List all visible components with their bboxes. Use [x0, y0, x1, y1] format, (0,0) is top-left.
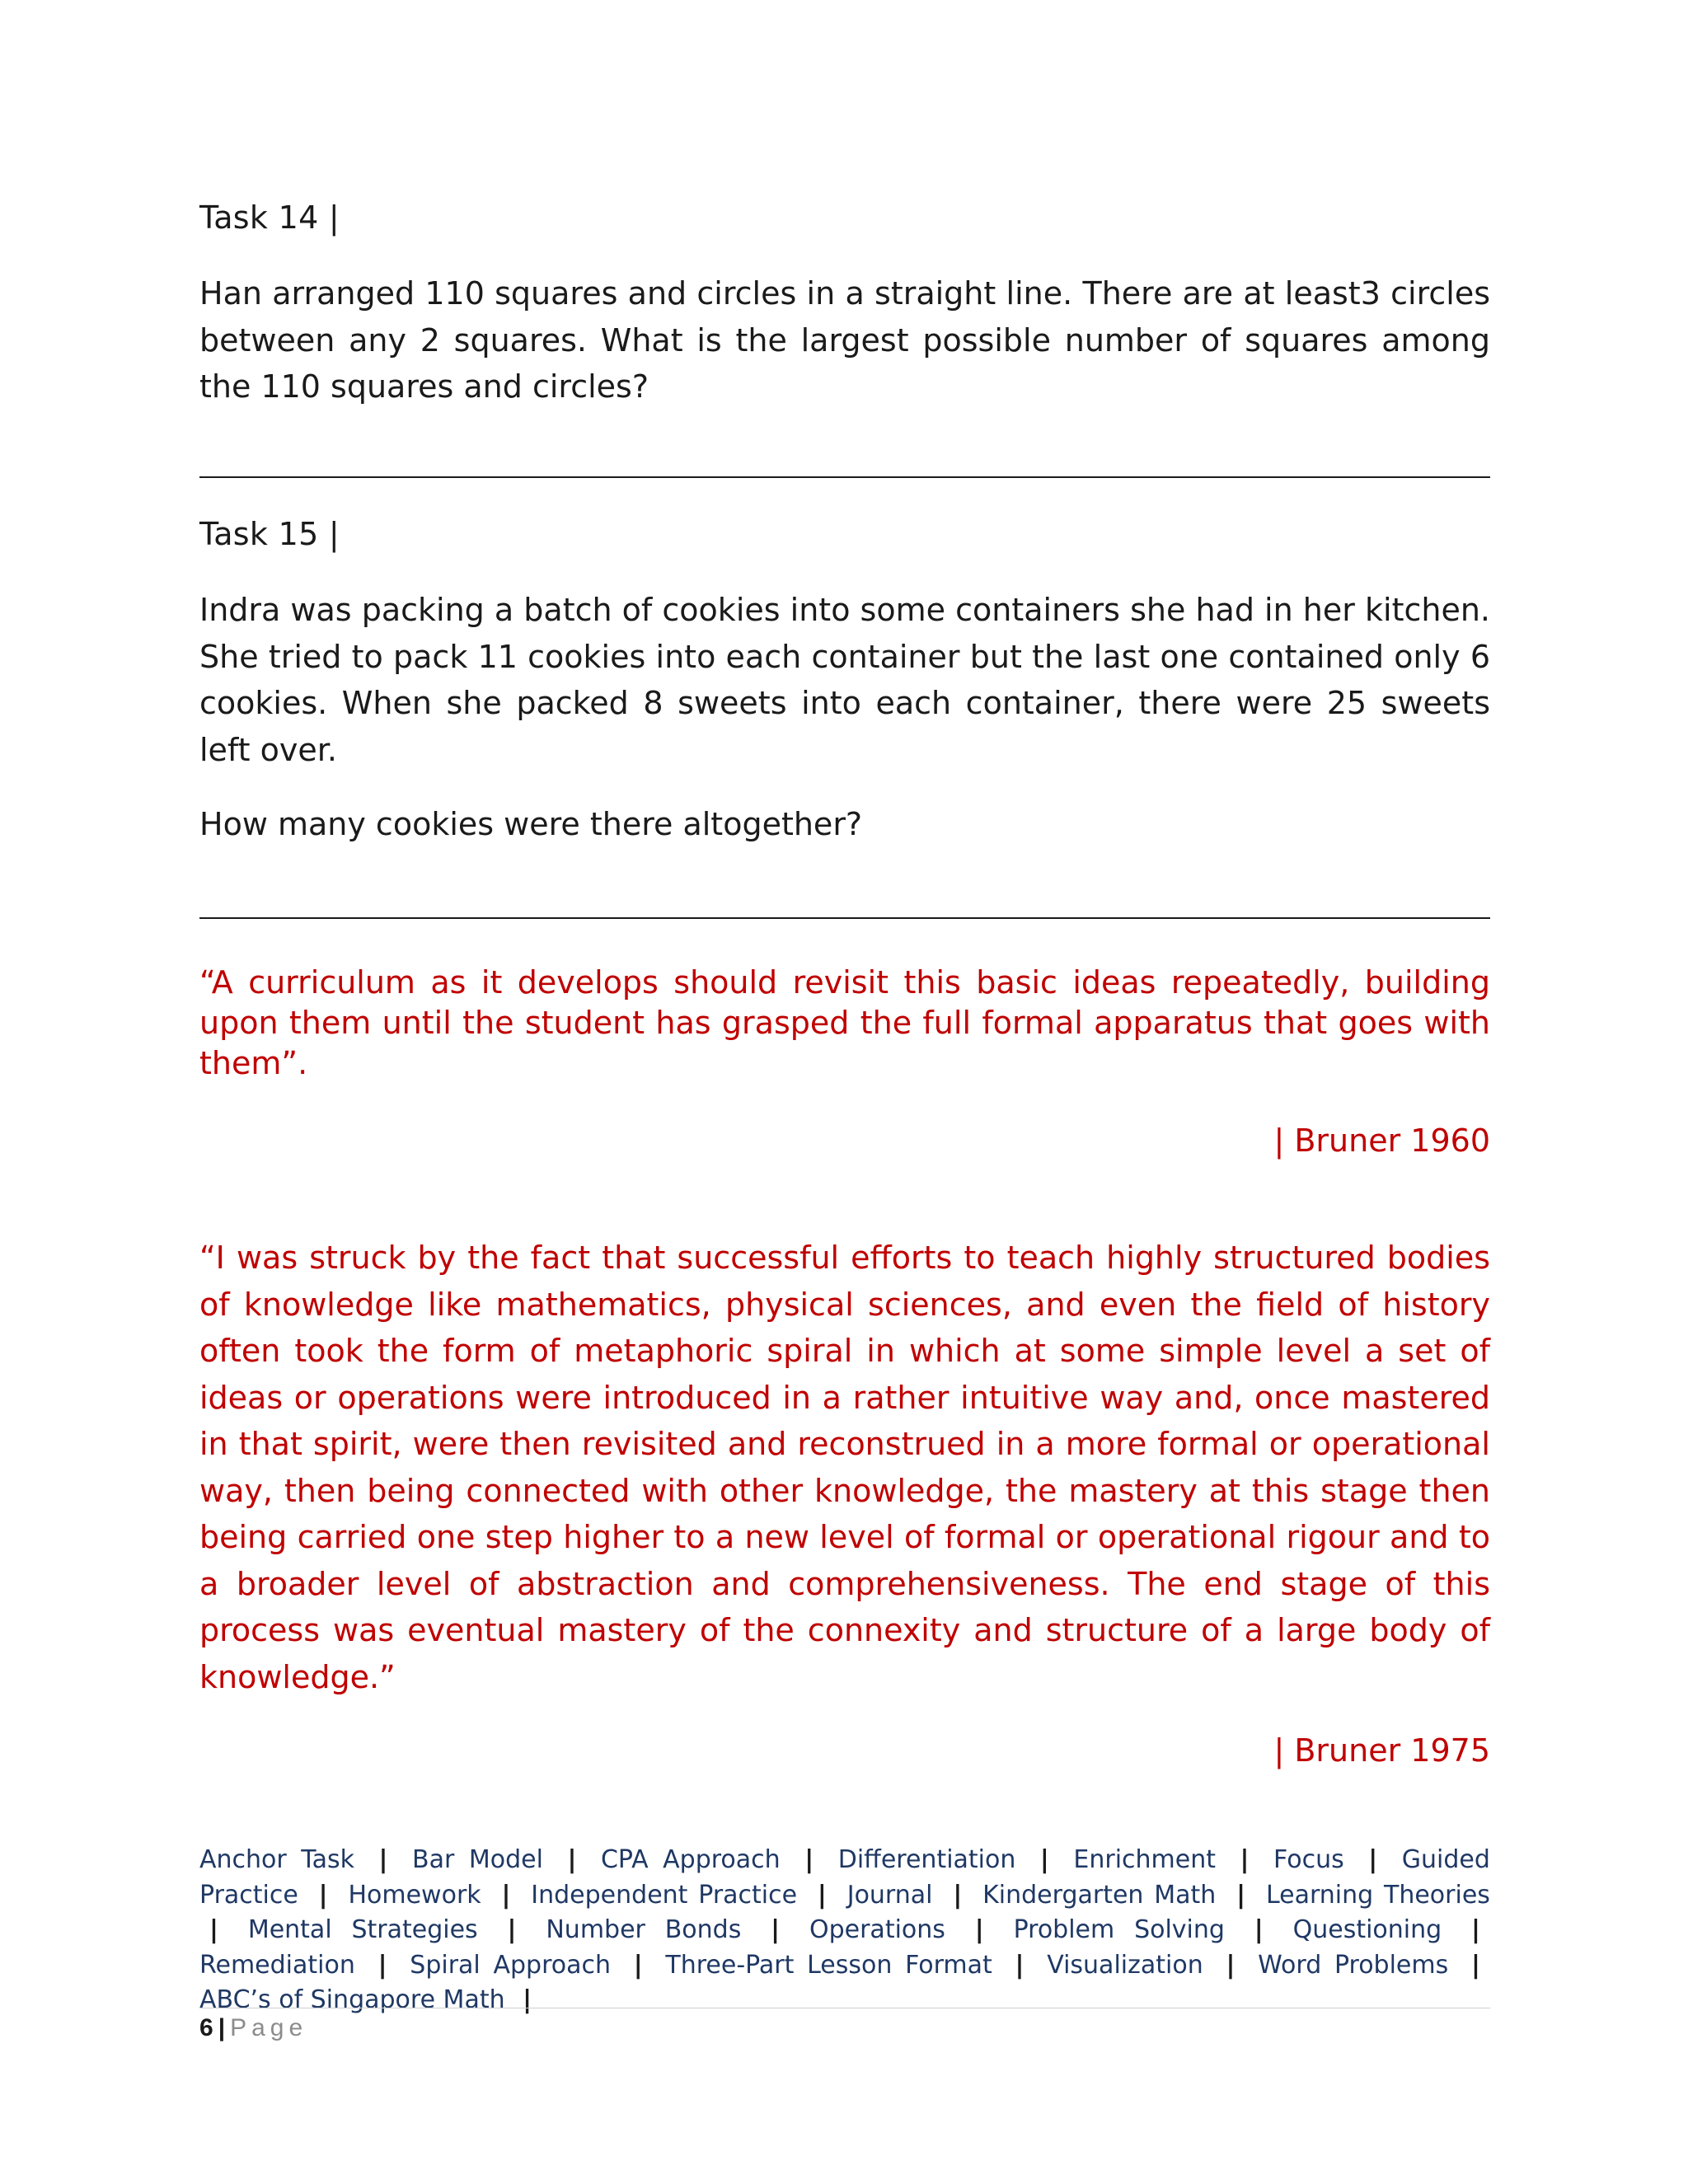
keyword-separator: |	[378, 1845, 388, 1874]
keyword-link[interactable]: Bar Model	[412, 1845, 543, 1874]
keyword-link[interactable]: Kindergarten Math	[982, 1880, 1217, 1910]
keyword-link[interactable]: Questioning	[1292, 1915, 1442, 1944]
keyword-link[interactable]: Homework	[348, 1880, 481, 1910]
keyword-separator: |	[209, 1915, 218, 1944]
keyword-link[interactable]: ABC’s of Singapore Math	[199, 1985, 505, 2014]
keyword-separator: |	[1240, 1845, 1250, 1874]
keyword-link[interactable]: Independent Practice	[531, 1880, 798, 1910]
bruner-1960-attribution: | Bruner 1960	[1273, 1122, 1490, 1159]
keyword-link[interactable]: Guided Practice	[199, 1845, 1490, 1910]
keyword-separator: |	[817, 1880, 827, 1910]
keyword-link[interactable]: Journal	[846, 1880, 933, 1910]
keyword-link[interactable]: Remediation	[199, 1950, 355, 1980]
keyword-link[interactable]: Learning Theories	[1265, 1880, 1490, 1910]
page-footer	[199, 2014, 307, 2042]
page-separator: |	[218, 2014, 226, 2041]
keyword-link[interactable]: CPA Approach	[600, 1845, 781, 1874]
page-label: Page	[230, 2014, 308, 2041]
keyword-separator: |	[804, 1845, 814, 1874]
document-page	[199, 0, 1490, 2184]
keyword-separator: |	[1470, 1950, 1480, 1980]
keyword-link[interactable]: Three-Part Lesson Format	[665, 1950, 992, 1980]
answer-line-task-14	[199, 476, 1490, 478]
keyword-link[interactable]: Enrichment	[1073, 1845, 1217, 1874]
keyword-links	[199, 1843, 1490, 2018]
keyword-separator: |	[633, 1950, 643, 1980]
keyword-link[interactable]: Number Bonds	[546, 1915, 742, 1944]
keyword-link[interactable]: Mental Strategies	[247, 1915, 478, 1944]
keyword-link[interactable]: Spiral Approach	[410, 1950, 611, 1980]
task-15-text: Indra was packing a batch of cookies into some containers she had in her kitchen. She tried to pack 11 cookies into each container but the last one contained only 6 cookies. When she packed 8 sweets into each container, there were 25 sweets left over.	[199, 592, 1490, 768]
keyword-separator: |	[501, 1880, 511, 1910]
keyword-separator: |	[318, 1880, 328, 1910]
keyword-separator: |	[1236, 1880, 1246, 1910]
keyword-separator: |	[953, 1880, 963, 1910]
keyword-separator: |	[567, 1845, 577, 1874]
keyword-separator: |	[523, 1985, 532, 2014]
keyword-separator: |	[1254, 1915, 1264, 1944]
page-number: 6	[199, 2014, 213, 2041]
keyword-separator: |	[771, 1915, 781, 1944]
keyword-separator: |	[974, 1915, 984, 1944]
keyword-separator: |	[1039, 1845, 1049, 1874]
keyword-link[interactable]: Word Problems	[1258, 1950, 1449, 1980]
keyword-link[interactable]: Anchor Task	[199, 1845, 355, 1874]
task-14-title: Task 14 |	[199, 199, 340, 236]
keyword-separator: |	[1015, 1950, 1025, 1980]
keyword-separator: |	[1226, 1950, 1236, 1980]
keyword-separator: |	[1471, 1915, 1480, 1944]
bruner-1975-quote: “I was struck by the fact that successful efforts to teach highly structured bodies of knowledge like mathematics, physical sciences, and even the field of history often took the form of metaphoric spiral in which at some simple level a set of ideas or operations were introduced in a rather intuitive way and, once mastered in that spirit, were then revisited and reconstrued in a more formal or operational way, then being connected with other knowledge, the mastery at this stage then being carried one step higher to a new level of formal or operational rigour and to a broader level of abstraction and comprehensiveness. The end stage of this process was eventual mastery of the connexity and structure of a large body of knowledge.”	[199, 1240, 1490, 1695]
keyword-link[interactable]: Problem Solving	[1013, 1915, 1225, 1944]
keyword-link[interactable]: Focus	[1273, 1845, 1344, 1874]
keyword-link[interactable]: Operations	[809, 1915, 945, 1944]
keyword-separator: |	[377, 1950, 387, 1980]
keyword-separator: |	[1368, 1845, 1378, 1874]
task-15-question: How many cookies were there altogether?	[199, 806, 863, 842]
bruner-1960-quote: “A curriculum as it develops should revisit this basic ideas repeatedly, building upon them until the student has grasped the full formal apparatus that goes with them”.	[199, 964, 1490, 1081]
answer-line-task-15	[199, 917, 1490, 919]
bruner-1975-attribution: | Bruner 1975	[1273, 1732, 1490, 1769]
keyword-link[interactable]: Visualization	[1047, 1950, 1203, 1980]
keyword-separator: |	[507, 1915, 517, 1944]
task-15-title: Task 15 |	[199, 516, 340, 552]
keyword-link[interactable]: Differentiation	[837, 1845, 1016, 1874]
task-14-text: Han arranged 110 squares and circles in a straight line. There are at least3 circles between any 2 squares. What is the largest possible number of squares among the 110 squares and circles?	[199, 275, 1490, 405]
